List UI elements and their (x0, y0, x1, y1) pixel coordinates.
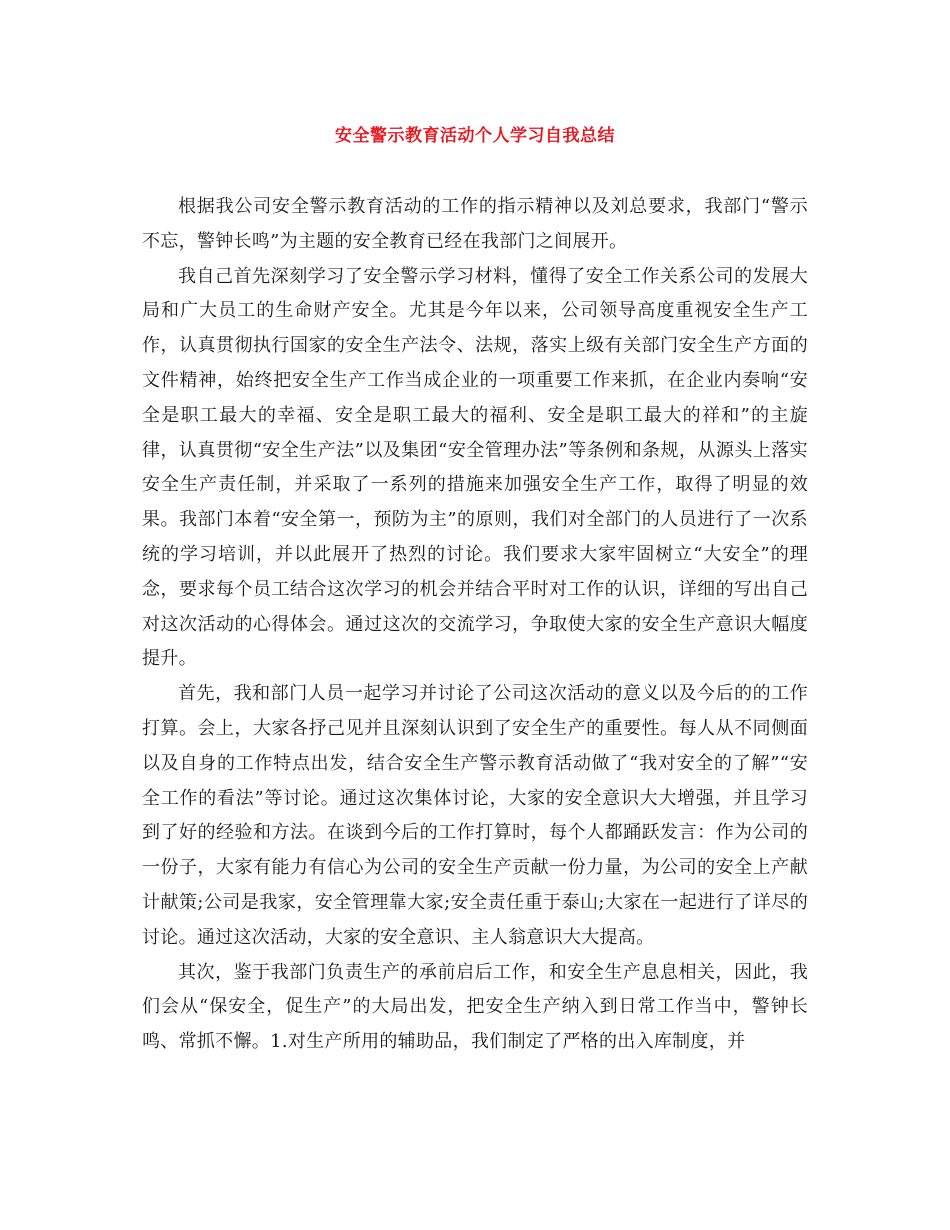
document-title: 安全警示教育活动个人学习自我总结 (335, 126, 615, 146)
paragraph-intro: 根据我公司安全警示教育活动的工作的指示精神以及刘总要求，我部门“警示不忘，警钟长鸣”为主题的安全教育已经在我部门之间展开。 (142, 196, 808, 252)
paragraph-self-study: 我自己首先深刻学习了安全警示学习材料，懂得了安全工作关系公司的发展大局和广大员工的生命财产安全。尤其是今年以来，公司领导高度重视安全生产工作，认真贯彻执行国家的安全生产法令、法规，落实上级有关部门安全生产方面的文件精神，始终把安全生产工作当成企业的一项重要工作来抓，在企业内奏响“安全是职工最大的幸福、安全是职工最大的福利、安全是职工最大的祥和”的主旋律，认真贯彻“安全生产法”以及集团“安全管理办法”等条例和条规，从源头上落实安全生产责任制，并采取了一系列的措施来加强安全生产工作，取得了明显的效果。我部门本着“安全第一，预防为主”的原则，我们对全部门的人员进行了一次系统的学习培训，并以此展开了热烈的讨论。我们要求大家牢固树立“大安全”的理念，要求每个员工结合这次学习的机会并结合平时对工作的认识，详细的写出自己对这次活动的心得体会。通过这次的交流学习，争取使大家的安全生产意识大幅度提升。 (142, 265, 808, 670)
document-body (142, 190, 808, 1060)
paragraph-second: 其次，鉴于我部门负责生产的承前启后工作，和安全生产息息相关，因此，我们会从“保安全，促生产”的大局出发，把安全生产纳入到日常工作当中，警钟长鸣、常抓不懈。1.对生产所用的辅助品，我们制定了严格的出入库制度，并 (142, 961, 808, 1053)
paragraph-first: 首先，我和部门人员一起学习并讨论了公司这次活动的意义以及今后的的工作打算。会上，大家各抒己见并且深刻认识到了安全生产的重要性。每人从不同侧面以及自身的工作特点出发，结合安全生产警示教育活动做了“我对安全的了解”“安全工作的看法”等讨论。通过这次集体讨论，大家的安全意识大大增强，并且学习到了好的经验和方法。在谈到今后的工作打算时，每个人都踊跃发言：作为公司的一份子，大家有能力有信心为公司的安全生产贡献一份力量，为公司的安全上产献计献策;公司是我家，安全管理靠大家;安全责任重于泰山;大家在一起进行了详尽的讨论。通过这次活动，大家的安全意识、主人翁意识大大提高。 (142, 683, 808, 948)
